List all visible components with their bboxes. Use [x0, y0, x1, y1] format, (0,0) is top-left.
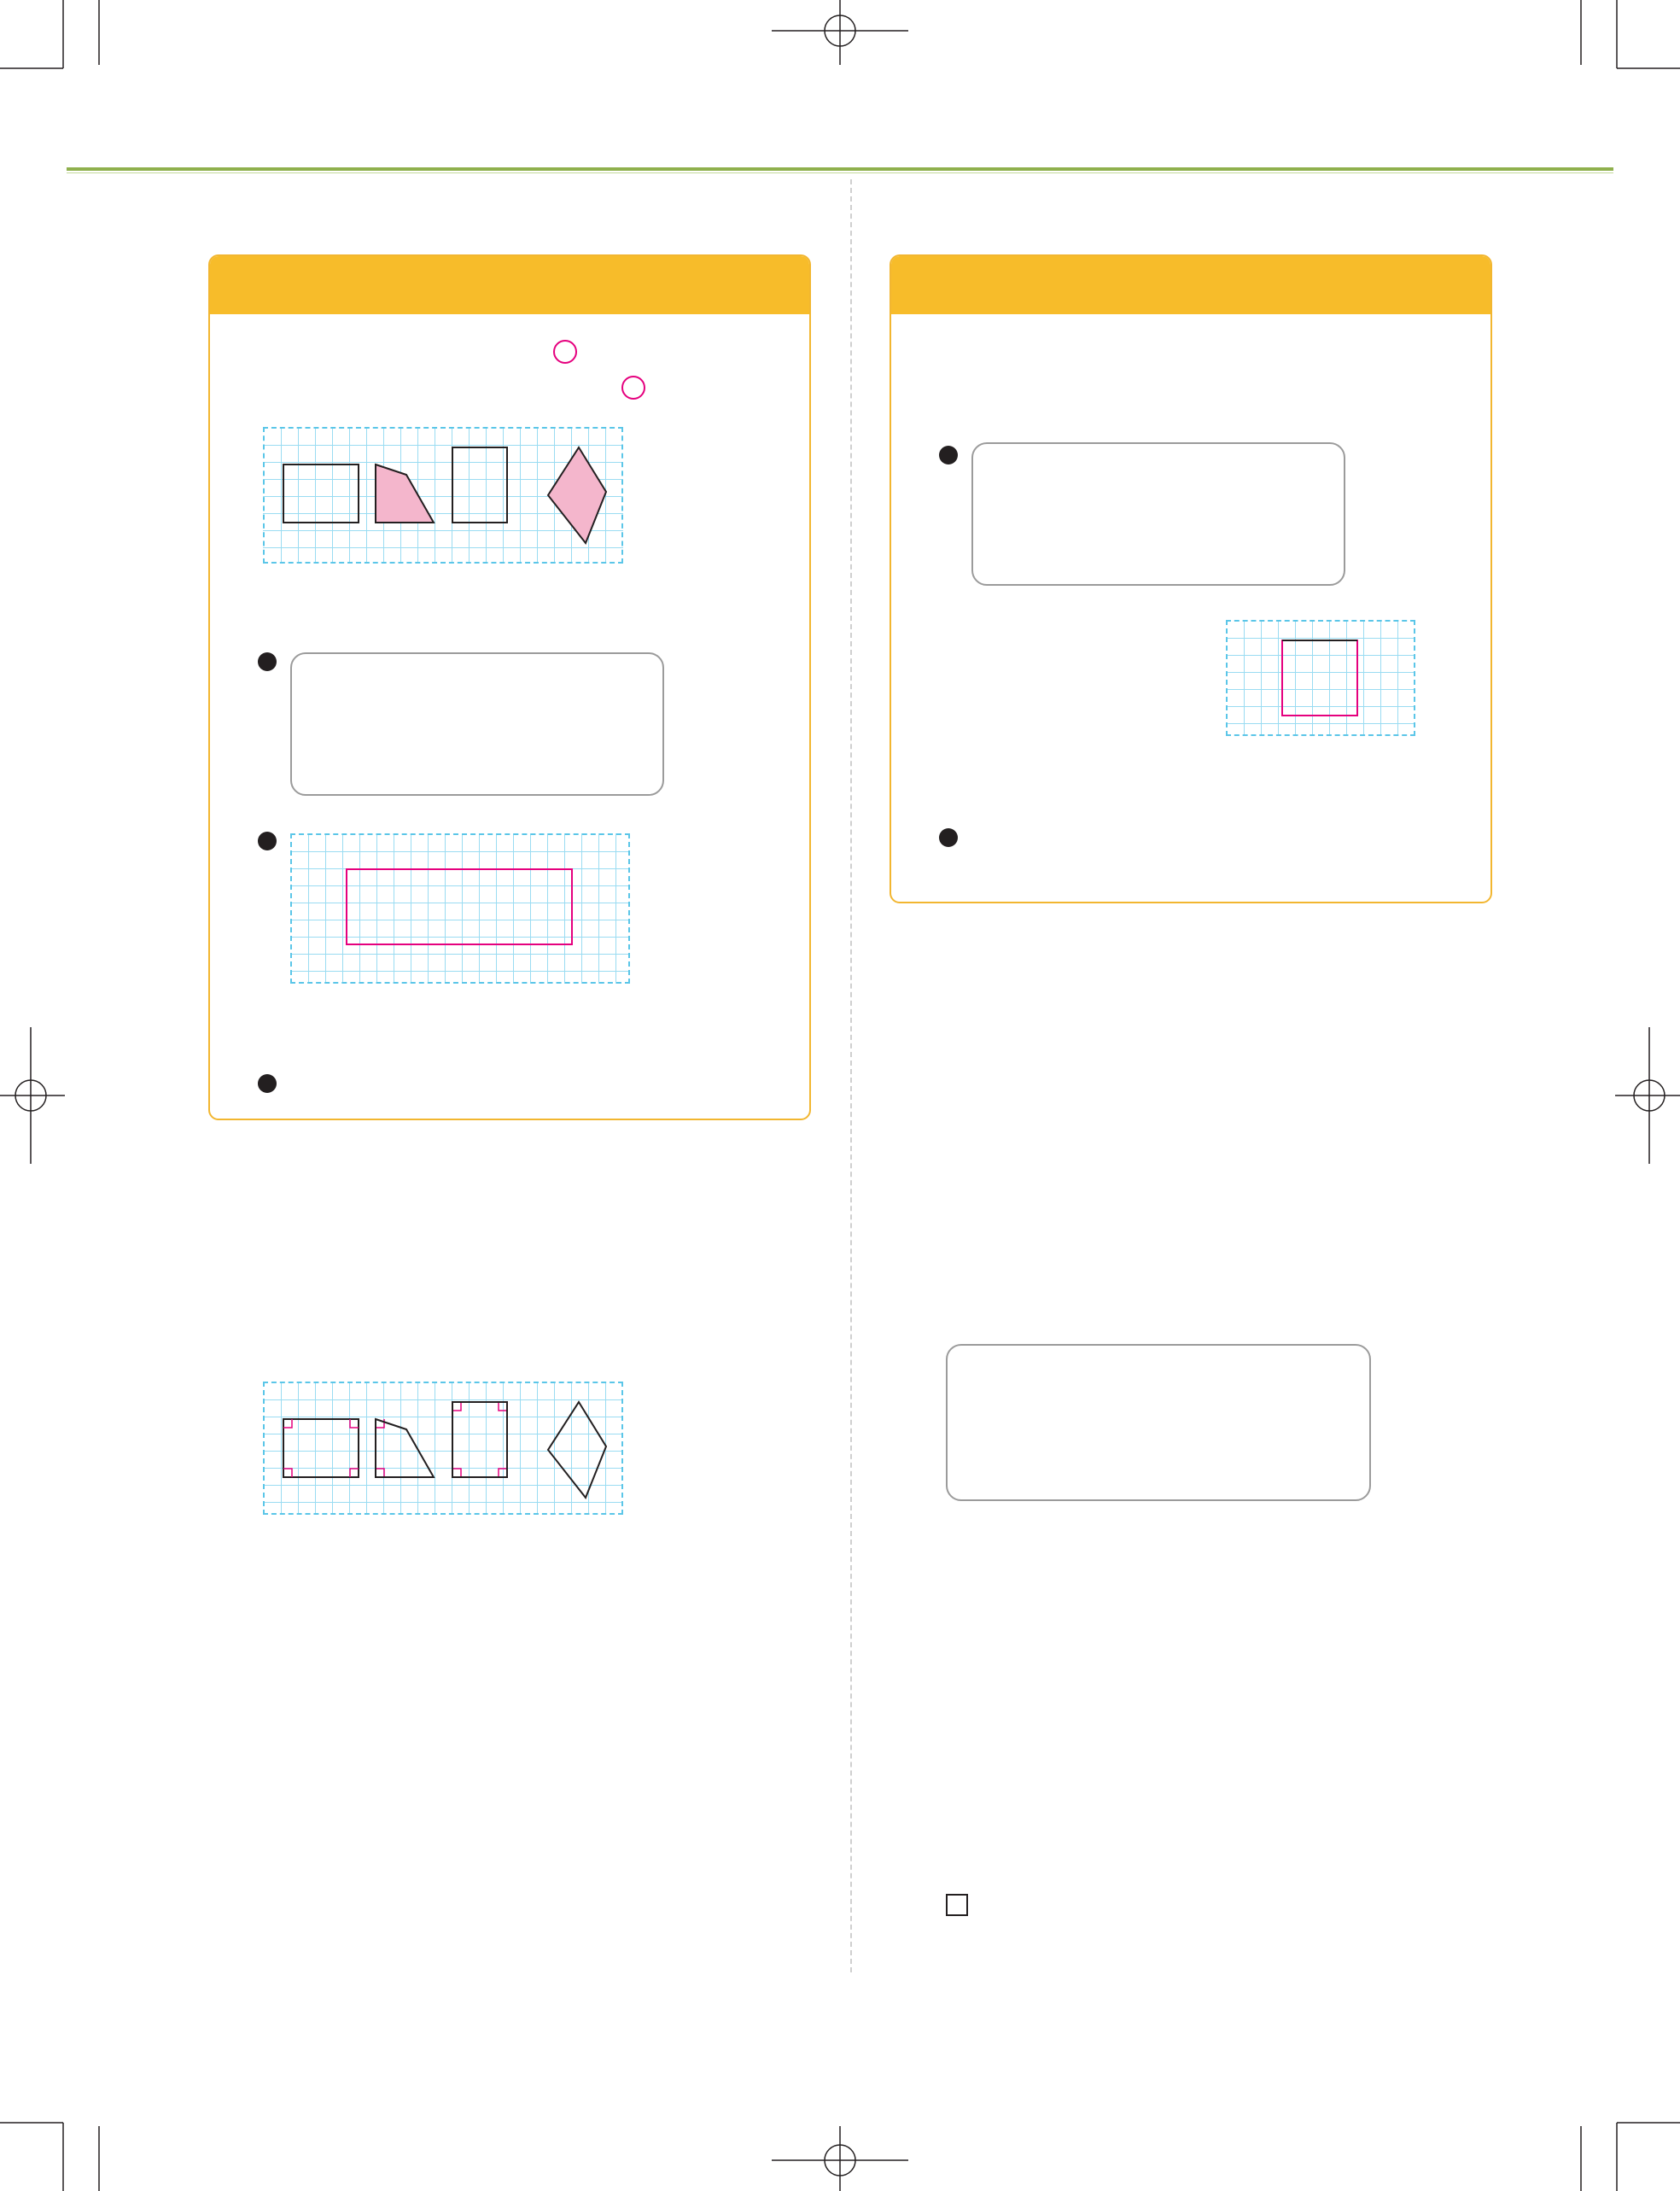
column-divider [850, 179, 852, 1972]
square-drawing [1226, 620, 1415, 736]
rectangle-drawing [290, 833, 630, 984]
example-mark [939, 446, 958, 464]
square-vertex-drawing [946, 1344, 1371, 1501]
right-box-header [891, 256, 1490, 314]
answer-text [541, 340, 647, 365]
left-box-header [210, 256, 809, 314]
textbook-badge [898, 266, 948, 304]
example-mark [258, 832, 277, 850]
page-footer [1357, 2003, 1364, 2036]
answer-text [541, 376, 657, 400]
example-mark [258, 652, 277, 671]
square-drawing [971, 442, 1345, 586]
top-rule-light [67, 172, 1613, 173]
textbook-badge [217, 266, 266, 304]
example-mark [939, 828, 958, 847]
circle-mark-icon [553, 340, 577, 364]
blank-box-icon [946, 1894, 968, 1916]
circle-mark-icon [621, 376, 645, 400]
rectangle-drawing [290, 652, 664, 796]
top-rule [67, 167, 1613, 171]
example-mark [258, 1074, 277, 1093]
right-angle-marked-figures [263, 1382, 623, 1515]
solution-text [941, 1887, 1492, 1926]
quadrilateral-figures [263, 427, 623, 564]
